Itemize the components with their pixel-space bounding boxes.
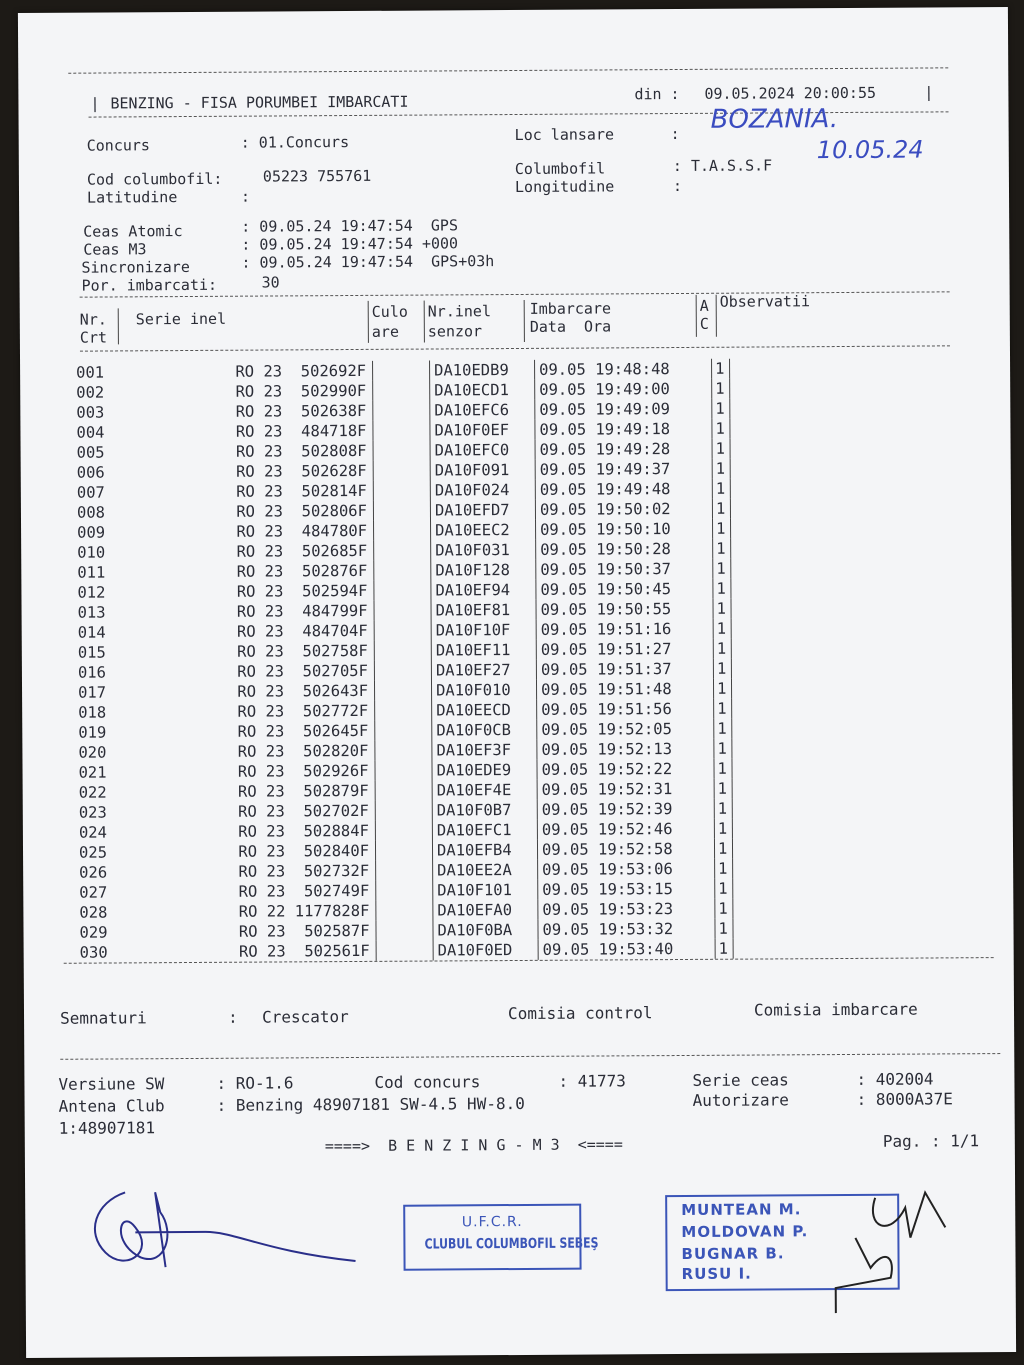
color-cell: [376, 861, 433, 881]
ring-serial: RO 23 502645F: [122, 721, 375, 743]
ac-flag: 1: [712, 439, 730, 459]
semnaturi-label: Semnaturi: [59, 1008, 147, 1028]
row-number: 009: [77, 523, 106, 542]
color-cell: [375, 741, 432, 761]
color-cell: [373, 461, 430, 481]
ac-flag: 1: [714, 779, 732, 799]
ac-flag: 1: [715, 899, 733, 919]
row-number: 010: [77, 543, 106, 562]
sincronizare-label: Sincronizare: [81, 257, 190, 277]
autorizare-value: : 8000A37E: [856, 1089, 953, 1109]
header-divider: [368, 301, 369, 343]
header-divider: [118, 308, 119, 344]
loc-lansare-sep: :: [670, 124, 680, 144]
sensor-ring: DA10EF27: [431, 660, 536, 681]
row-number: 012: [77, 583, 106, 602]
semnaturi-sep: :: [227, 1007, 238, 1027]
ring-serial: RO 23 484718F: [120, 421, 373, 443]
boarding-datetime: 09.05 19:53:23: [538, 899, 715, 920]
ac-flag: 1: [713, 619, 731, 639]
boarding-datetime: 09.05 19:52:31: [537, 779, 714, 800]
row-number: 011: [77, 563, 106, 582]
ac-flag: 1: [712, 359, 730, 379]
antena-label: Antena Club: [58, 1096, 165, 1116]
sensor-ring: DA10F010: [431, 680, 536, 701]
commission-name: MOLDOVAN P.: [681, 1222, 809, 1242]
row-number: 008: [76, 503, 106, 522]
row-number: 023: [78, 803, 107, 822]
boarding-datetime: 09.05 19:50:10: [536, 519, 713, 540]
boarding-datetime: 09.05 19:53:06: [538, 859, 715, 880]
sensor-ring: DA10EFA0: [433, 900, 538, 921]
ac-flag: 1: [714, 699, 732, 719]
header-divider: [524, 300, 525, 342]
concurs-label: Concurs: [86, 136, 150, 155]
color-cell: [373, 481, 430, 501]
ring-serial: RO 23 502990F: [120, 381, 373, 403]
ring-serial: RO 23 502692F: [120, 361, 373, 383]
col-imbarcare-header: Imbarcare: [529, 299, 612, 318]
date-label: din :: [634, 84, 680, 104]
ring-serial: RO 23 502758F: [122, 641, 375, 663]
serie-ceas-label: Serie ceas: [692, 1070, 789, 1090]
color-cell: [373, 361, 430, 381]
sensor-ring: DA10F031: [431, 540, 536, 561]
longitudine-value: :: [672, 176, 683, 196]
sensor-ring: DA10EFC1: [432, 820, 537, 841]
sensor-ring: DA10F0EF: [430, 420, 535, 441]
id-line: 1:48907181: [58, 1118, 156, 1138]
ac-flag: 1: [712, 419, 730, 439]
color-cell: [374, 641, 431, 661]
ac-flag: 1: [713, 659, 731, 679]
ring-serial: RO 23 502732F: [123, 861, 376, 883]
cod-concurs-label: Cod concurs: [374, 1072, 481, 1092]
ring-serial: RO 23 502820F: [122, 741, 375, 763]
color-cell: [376, 901, 433, 921]
row-number: 003: [76, 403, 105, 422]
row-number: 022: [78, 783, 107, 802]
sensor-ring: DA10F0B7: [432, 800, 537, 821]
ring-serial: RO 23 502638F: [120, 401, 373, 423]
col-culoare-header-2: are: [371, 322, 400, 341]
sensor-ring: DA10EFB4: [432, 840, 537, 861]
color-cell: [375, 841, 432, 861]
color-cell: [376, 881, 433, 901]
sensor-ring: DA10EFC6: [430, 400, 535, 421]
sensor-ring: DA10F024: [430, 480, 535, 501]
ring-serial: RO 23 502808F: [121, 441, 374, 463]
print-date: 09.05.2024 20:00:55: [704, 83, 877, 103]
ring-serial: RO 23 484799F: [122, 601, 375, 623]
row-number: 006: [76, 463, 105, 482]
ac-flag: 1: [713, 639, 731, 659]
boarding-datetime: 09.05 19:49:09: [535, 399, 712, 420]
header-divider: [716, 295, 717, 337]
row-number: 005: [76, 443, 105, 462]
commission-name: BUGNAR B.: [681, 1244, 785, 1264]
sensor-ring: DA10EF3F: [432, 740, 537, 761]
ring-serial: RO 23 502926F: [122, 761, 375, 783]
ceas-atomic-value: : 09.05.24 19:47:54 GPS: [241, 216, 459, 236]
boarding-datetime: 09.05 19:50:28: [536, 539, 713, 560]
color-cell: [374, 561, 431, 581]
cod-columbofil-label: Cod columbofil:: [86, 169, 223, 189]
ring-serial: RO 22 1177828F: [123, 901, 376, 923]
row-number: 014: [77, 623, 106, 642]
crescator-signature: [65, 1171, 366, 1283]
boarding-datetime: 09.05 19:50:02: [535, 499, 712, 520]
ring-serial: RO 23 502587F: [123, 921, 376, 943]
color-cell: [373, 401, 430, 421]
sensor-ring: DA10EDE9: [432, 760, 537, 781]
longitudine-label: Longitudine: [514, 177, 615, 197]
boarding-datetime: 09.05 19:50:37: [536, 559, 713, 580]
ac-flag: 1: [712, 479, 730, 499]
color-cell: [373, 421, 430, 441]
col-observatii-header: Observatii: [719, 292, 811, 311]
boarding-datetime: 09.05 19:48:48: [535, 359, 712, 380]
ac-flag: 1: [714, 759, 732, 779]
ring-serial: RO 23 502643F: [122, 681, 375, 703]
sensor-ring: DA10F10F: [431, 620, 536, 641]
sensor-ring: DA10F0CB: [432, 720, 537, 741]
handwritten-date: 10.05.24: [816, 135, 924, 165]
sensor-ring: DA10EDB9: [430, 360, 535, 381]
ac-flag: 1: [713, 579, 731, 599]
ac-flag: 1: [714, 719, 732, 739]
sensor-ring: DA10EF94: [431, 580, 536, 601]
cod-columbofil-value: 05223 755761: [262, 166, 372, 186]
ac-flag: 1: [714, 739, 732, 759]
ac-flag: 1: [714, 819, 732, 839]
col-inel-header: Nr.inel: [427, 302, 492, 321]
color-cell: [374, 681, 431, 701]
sincronizare-value: : 09.05.24 19:47:54 GPS+03h: [241, 252, 495, 272]
boarding-datetime: 09.05 19:49:00: [535, 379, 712, 400]
ac-flag: 1: [715, 939, 733, 959]
header-right-bar: |: [924, 83, 934, 102]
document-page: [18, 7, 1016, 1358]
ring-serial: RO 23 502806F: [121, 501, 374, 523]
row-number: 020: [78, 743, 107, 762]
por-imbarcati-value: 30: [261, 273, 280, 292]
color-cell: [374, 581, 431, 601]
boarding-datetime: 09.05 19:53:32: [538, 919, 715, 940]
boarding-datetime: 09.05 19:52:05: [537, 719, 714, 740]
boarding-datetime: 09.05 19:49:28: [535, 439, 712, 460]
row-number: 019: [78, 723, 107, 742]
col-serie-header: Serie inel: [135, 309, 227, 329]
row-number: 024: [78, 823, 107, 842]
sensor-ring: DA10EFC0: [430, 440, 535, 461]
color-cell: [376, 941, 433, 961]
sensor-ring: DA10F128: [431, 560, 536, 581]
crescator-label: Crescator: [261, 1007, 349, 1027]
ceas-m3-value: : 09.05.24 19:47:54 +000: [241, 234, 459, 254]
loc-lansare-handwritten: BOZANIA.: [710, 104, 839, 135]
boarding-datetime: 09.05 19:51:56: [537, 699, 714, 720]
commission-name: RUSU I.: [681, 1264, 752, 1284]
boarding-datetime: 09.05 19:51:48: [536, 679, 713, 700]
color-cell: [374, 521, 431, 541]
row-number: 016: [77, 663, 106, 682]
pigeon-table: [76, 359, 734, 963]
boarding-datetime: 09.05 19:50:45: [536, 579, 713, 600]
ring-serial: RO 23 502884F: [123, 821, 376, 843]
latitudine-value: :: [240, 187, 251, 206]
row-number: 002: [76, 383, 105, 402]
row-number: 015: [77, 643, 106, 662]
col-c-header: C: [699, 314, 709, 333]
boarding-datetime: 09.05 19:53:40: [538, 939, 715, 960]
color-cell: [375, 761, 432, 781]
boarding-datetime: 09.05 19:52:58: [537, 839, 714, 860]
color-cell: [375, 821, 432, 841]
color-cell: [373, 381, 430, 401]
row-number: 013: [77, 603, 106, 622]
col-inel-header-2: senzor: [427, 322, 483, 341]
boarding-datetime: 09.05 19:50:55: [536, 599, 713, 620]
ring-serial: RO 23 502685F: [121, 541, 374, 563]
ac-flag: 1: [713, 519, 731, 539]
cod-concurs-value: : 41773: [558, 1071, 626, 1091]
versiune-label: Versiune SW: [58, 1074, 165, 1094]
ring-serial: RO 23 502772F: [122, 701, 375, 723]
ring-serial: RO 23 502705F: [122, 661, 375, 683]
row-number: 025: [78, 843, 108, 862]
header-left-bar: |: [90, 94, 100, 113]
boarding-datetime: 09.05 19:49:48: [535, 479, 712, 500]
sensor-ring: DA10F101: [433, 880, 538, 901]
sensor-ring: DA10EECD: [432, 700, 537, 721]
sensor-ring: DA10F0BA: [433, 920, 538, 941]
benzing-banner: ====> B E N Z I N G - M 3 <====: [324, 1135, 623, 1156]
ac-flag: 1: [715, 879, 733, 899]
row-number: 001: [76, 363, 105, 382]
ac-flag: 1: [715, 859, 733, 879]
concurs-value: : 01.Concurs: [240, 133, 350, 152]
sensor-ring: DA10EF81: [431, 600, 536, 621]
ring-serial: RO 23 484780F: [121, 521, 374, 543]
color-cell: [376, 921, 433, 941]
ceas-atomic-label: Ceas Atomic: [83, 222, 183, 241]
boarding-datetime: 09.05 19:51:27: [536, 639, 713, 660]
page-number: Pag. : 1/1: [882, 1131, 980, 1151]
ac-flag: 1: [713, 539, 731, 559]
commission-name: MUNTEAN M.: [681, 1200, 802, 1220]
latitudine-label: Latitudine: [86, 188, 178, 207]
color-cell: [375, 781, 432, 801]
col-culoare-header: Culo: [371, 302, 408, 321]
color-cell: [374, 601, 431, 621]
row-number: 018: [78, 703, 107, 722]
document-title: BENZING - FISA PORUMBEI IMBARCATI: [110, 92, 409, 113]
color-cell: [375, 801, 432, 821]
boarding-datetime: 09.05 19:53:15: [538, 879, 715, 900]
ac-flag: 1: [712, 379, 730, 399]
ring-serial: RO 23 502749F: [123, 881, 376, 903]
sensor-ring: DA10F091: [430, 460, 535, 481]
color-cell: [374, 661, 431, 681]
sensor-ring: DA10EF4E: [432, 780, 537, 801]
serie-ceas-value: : 402004: [856, 1069, 934, 1089]
divider: [80, 345, 950, 351]
boarding-datetime: 09.05 19:52:46: [537, 819, 714, 840]
columbofil-value: : T.A.S.S.F: [672, 156, 773, 176]
ac-flag: 1: [714, 839, 732, 859]
divider: [68, 67, 948, 73]
ac-flag: 1: [713, 679, 731, 699]
color-cell: [373, 501, 430, 521]
ceas-m3-label: Ceas M3: [83, 240, 147, 259]
comisia-imbarcare-label: Comisia imbarcare: [753, 999, 918, 1020]
ac-flag: 1: [713, 559, 731, 579]
ac-flag: 1: [712, 499, 730, 519]
color-cell: [375, 721, 432, 741]
ac-flag: 1: [712, 459, 730, 479]
sensor-ring: DA10EEC2: [431, 520, 536, 541]
ring-serial: RO 23 502594F: [121, 581, 374, 603]
boarding-datetime: 09.05 19:49:18: [535, 419, 712, 440]
ring-serial: RO 23 502814F: [121, 481, 374, 503]
columbofil-label: Columbofil: [514, 159, 606, 179]
row-number: 017: [77, 683, 107, 702]
boarding-datetime: 09.05 19:49:37: [535, 459, 712, 480]
antena-value: : Benzing 48907181 SW-4.5 HW-8.0: [216, 1093, 525, 1115]
col-nr-header: Nr.: [79, 310, 107, 329]
col-imbarcare-header-2: Data Ora: [529, 317, 612, 336]
color-cell: [375, 701, 432, 721]
header-divider: [696, 295, 697, 337]
commission-signature: [795, 1167, 996, 1318]
ac-flag: 1: [713, 599, 731, 619]
col-a-header: A: [699, 296, 709, 315]
comisia-control-label: Comisia control: [507, 1003, 653, 1024]
ring-serial: RO 23 502879F: [123, 781, 376, 803]
ac-flag: 1: [715, 919, 733, 939]
ring-serial: RO 23 502561F: [124, 941, 377, 963]
divider: [60, 1053, 1000, 1060]
boarding-datetime: 09.05 19:51:16: [536, 619, 713, 640]
ring-serial: RO 23 502628F: [121, 461, 374, 483]
ac-flag: 1: [714, 799, 732, 819]
header-divider: [424, 301, 425, 343]
ufcr-stamp-line2: CLUBUL COLUMBOFIL SEBEŞ: [424, 1235, 599, 1253]
sensor-ring: DA10EF11: [431, 640, 536, 661]
row-number: 004: [76, 423, 105, 442]
color-cell: [374, 621, 431, 641]
loc-lansare-label: Loc lansare: [514, 125, 615, 145]
autorizare-label: Autorizare: [692, 1090, 789, 1110]
ufcr-stamp-line1: U.F.C.R.: [461, 1213, 523, 1231]
row-number: 026: [79, 863, 108, 882]
row-number: 029: [79, 923, 108, 942]
ac-flag: 1: [712, 399, 730, 419]
ring-serial: RO 23 502840F: [123, 841, 376, 863]
boarding-datetime: 09.05 19:52:22: [537, 759, 714, 780]
boarding-datetime: 09.05 19:51:37: [536, 659, 713, 680]
row-number: 007: [76, 483, 105, 502]
col-nr-header-2: Crt: [79, 328, 108, 347]
ring-serial: RO 23 502702F: [123, 801, 376, 823]
sensor-ring: DA10F0ED: [433, 940, 538, 961]
ufcr-stamp: [403, 1204, 599, 1271]
ring-serial: RO 23 484704F: [122, 621, 375, 643]
row-number: 028: [79, 903, 108, 922]
color-cell: [373, 441, 430, 461]
sensor-ring: DA10EE2A: [433, 860, 538, 881]
por-imbarcati-label: Por. imbarcati:: [81, 275, 218, 295]
boarding-datetime: 09.05 19:52:13: [537, 739, 714, 760]
boarding-datetime: 09.05 19:52:39: [537, 799, 714, 820]
versiune-value: : RO-1.6: [216, 1073, 294, 1093]
sensor-ring: DA10EFD7: [430, 500, 535, 521]
ring-serial: RO 23 502876F: [121, 561, 374, 583]
color-cell: [374, 541, 431, 561]
sensor-ring: DA10ECD1: [430, 380, 535, 401]
row-number: 030: [79, 943, 108, 962]
row-number: 027: [79, 883, 108, 902]
row-number: 021: [78, 763, 107, 782]
